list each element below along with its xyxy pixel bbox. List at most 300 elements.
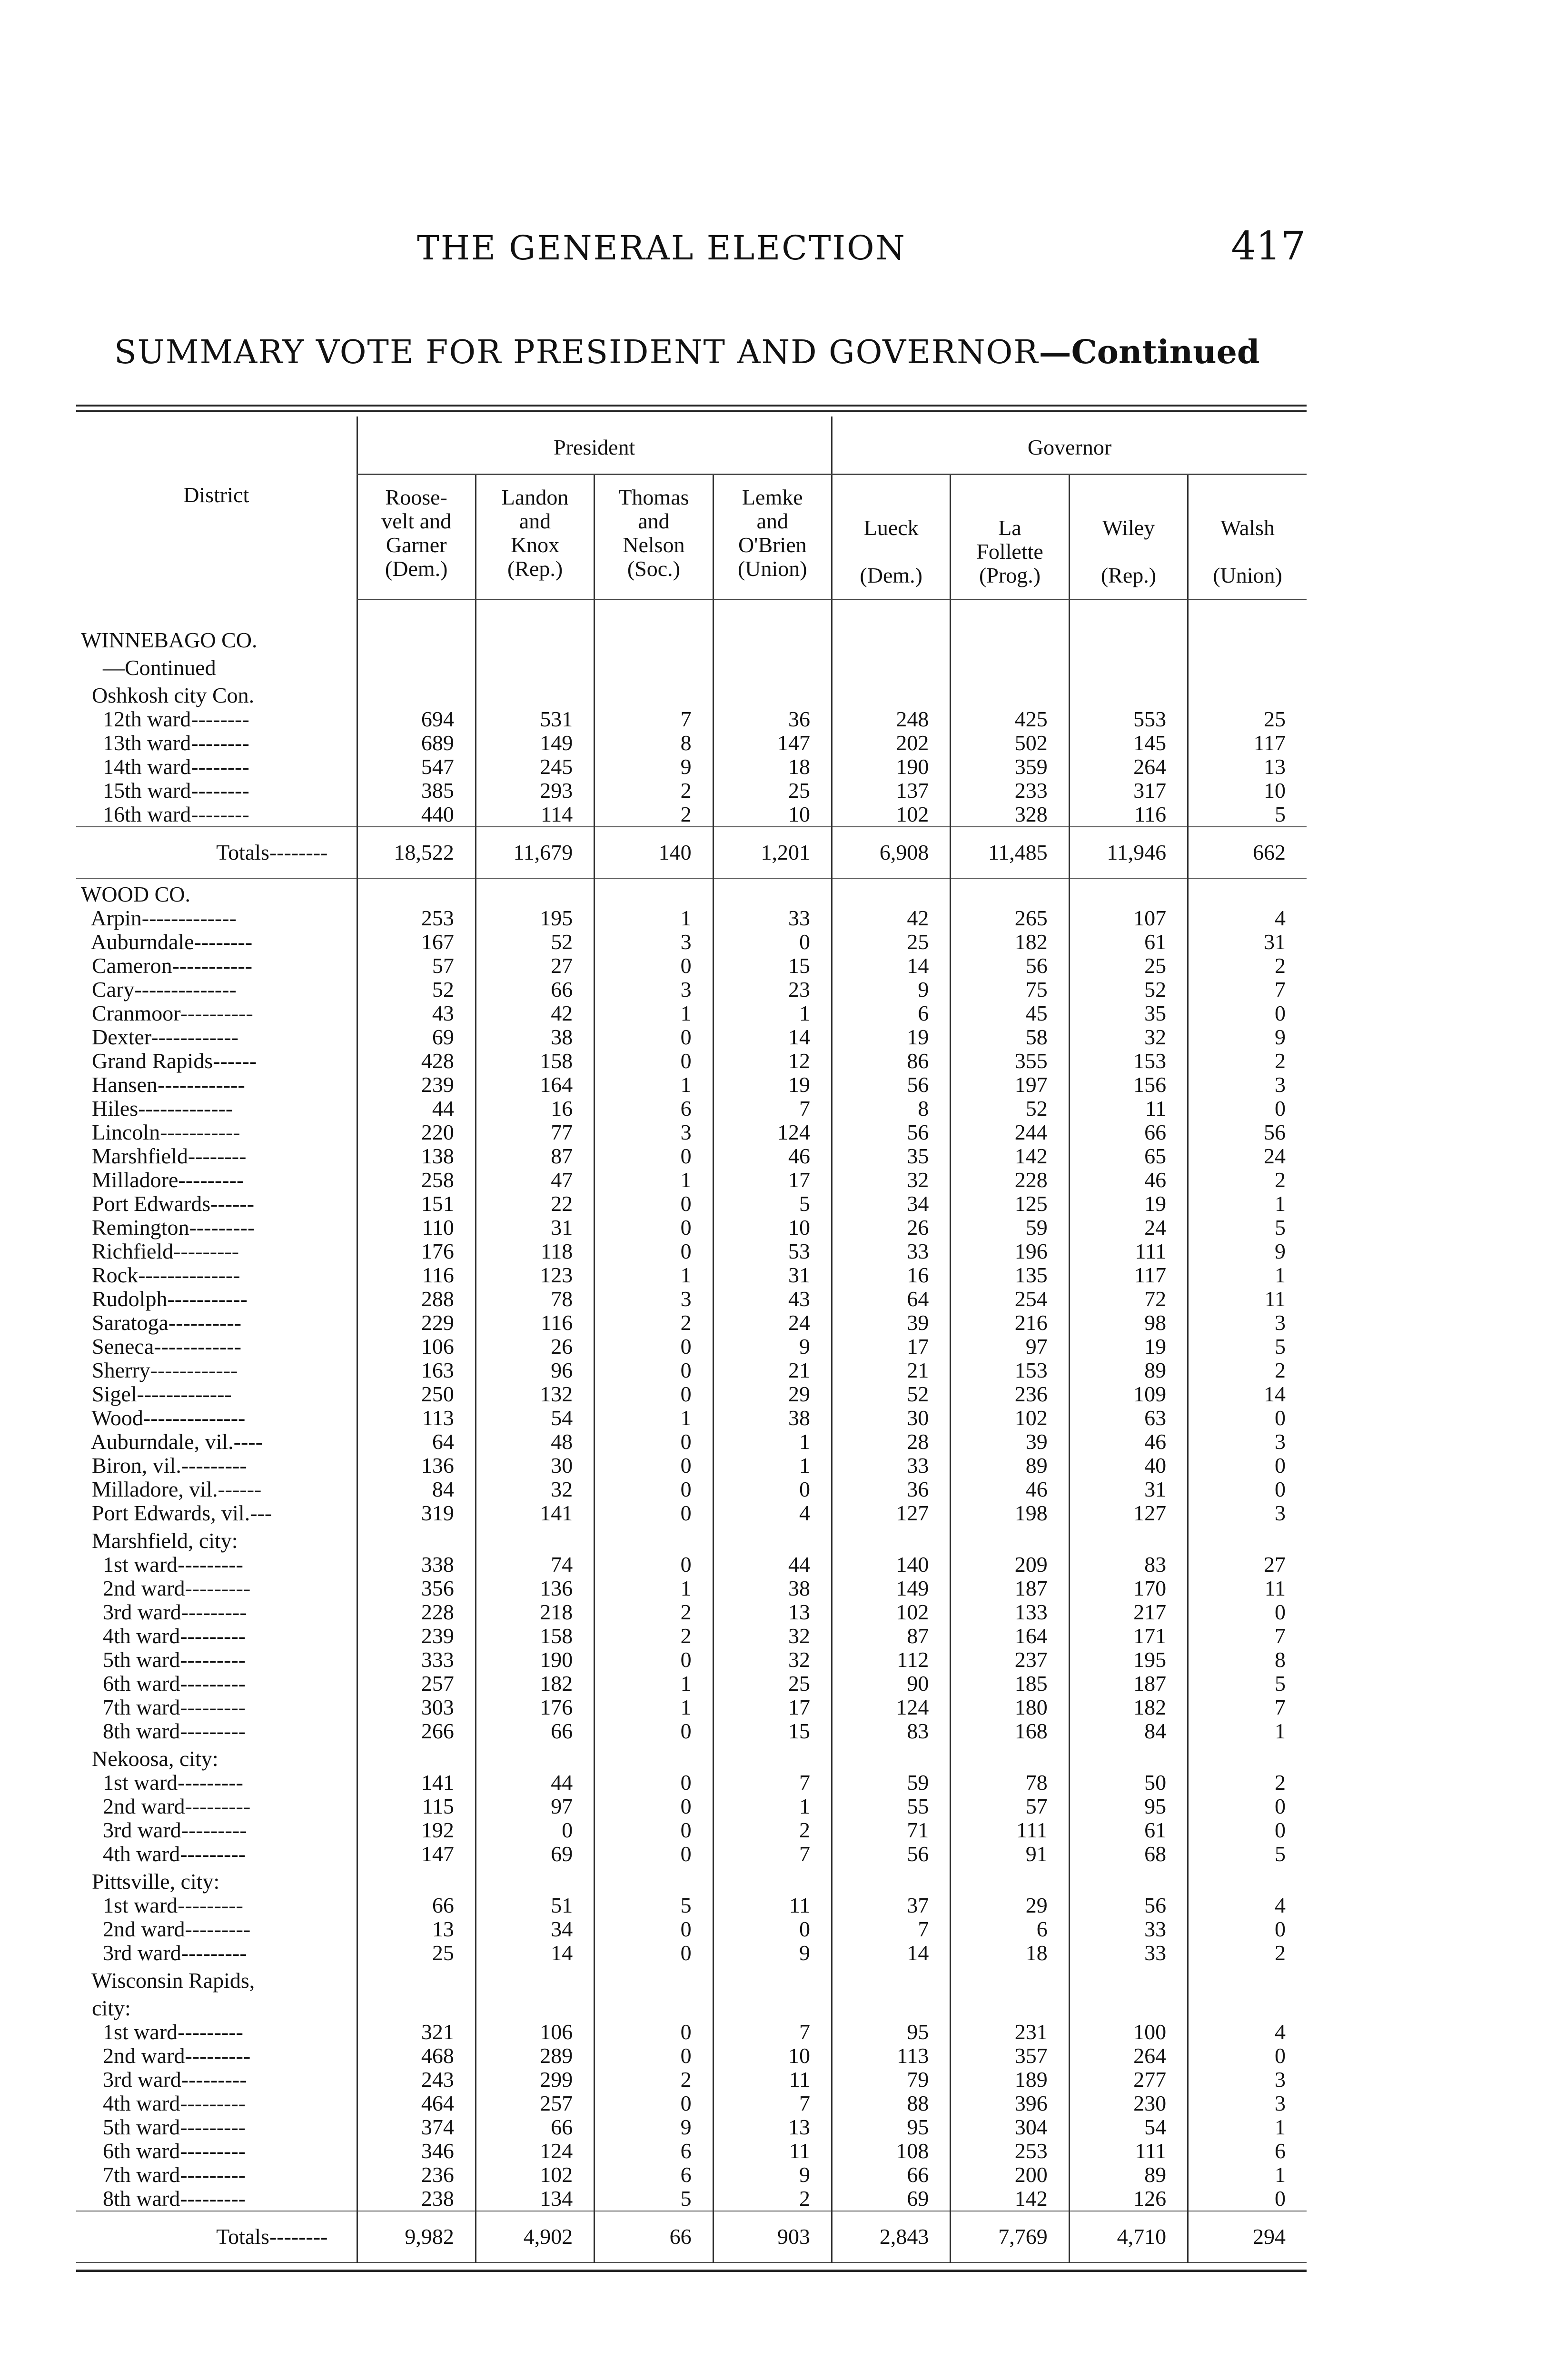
district-label: 4th ward---------	[81, 1623, 246, 1648]
district-label: 2nd ward---------	[81, 2043, 251, 2068]
vote-cell: 266	[357, 1719, 476, 1743]
table-row	[76, 1263, 1307, 1287]
vote-cell: 66	[1069, 1121, 1188, 1144]
district-label: Saratoga----------	[81, 1310, 242, 1335]
section-label-row	[76, 878, 1307, 906]
vote-cell: 17	[713, 1168, 832, 1192]
district-label: Marshfield--------	[81, 1143, 247, 1168]
vote-cell: 158	[476, 1049, 594, 1073]
vote-cell: 30	[476, 1454, 594, 1478]
governor-group-header: Governor	[832, 416, 1307, 475]
vote-cell: 77	[476, 1121, 594, 1144]
vote-cell: 0	[595, 1359, 713, 1382]
vote-cell: 47	[476, 1168, 594, 1192]
vote-cell: 27	[1188, 1553, 1307, 1577]
section-label-row	[76, 680, 1307, 707]
vote-cell: 8	[1188, 1648, 1307, 1672]
vote-cell: 2	[1188, 1359, 1307, 1382]
vote-cell: 115	[357, 1795, 476, 1818]
vote-cell	[476, 878, 594, 906]
district-label: 8th ward---------	[81, 2186, 246, 2211]
vote-cell: 202	[832, 731, 951, 755]
vote-cell: 88	[832, 2092, 951, 2115]
district-label: Wisconsin Rapids,	[81, 1968, 255, 1993]
vote-cell: 44	[357, 1097, 476, 1121]
vote-cell: 0	[595, 1144, 713, 1168]
vote-cell: 66	[476, 1719, 594, 1743]
table-row	[76, 1648, 1307, 1672]
vote-cell: 299	[476, 2068, 594, 2092]
col-landon-knox	[476, 475, 594, 600]
vote-cell: 0	[595, 1382, 713, 1406]
vote-cell: 29	[951, 1894, 1069, 1917]
vote-cell: 108	[832, 2139, 951, 2163]
table-title	[0, 333, 1546, 371]
vote-cell	[357, 1993, 476, 2020]
vote-cell: 140	[832, 1553, 951, 1577]
header-line: (Union)	[1213, 563, 1282, 587]
vote-cell: 26	[476, 1335, 594, 1359]
vote-cell: 0	[1188, 1454, 1307, 1478]
table-row	[76, 1287, 1307, 1311]
vote-cell: 83	[832, 1719, 951, 1743]
vote-cell: 1	[1188, 2163, 1307, 2187]
vote-cell: 59	[832, 1771, 951, 1795]
vote-cell: 136	[476, 1577, 594, 1600]
vote-cell: 117	[1188, 731, 1307, 755]
vote-cell: 0	[1188, 1478, 1307, 1501]
vote-cell	[832, 878, 951, 906]
vote-cell: 61	[1069, 930, 1188, 954]
vote-cell: 14	[713, 1025, 832, 1049]
vote-cell: 52	[1069, 978, 1188, 1002]
vote-cell: 31	[1188, 930, 1307, 954]
vote-cell: 26	[832, 1216, 951, 1240]
vote-cell	[1069, 1965, 1188, 1993]
vote-cell: 0	[595, 954, 713, 978]
vote-cell: 55	[832, 1795, 951, 1818]
vote-cell: 140	[595, 827, 713, 878]
vote-cell	[595, 680, 713, 707]
vote-cell: 502	[951, 731, 1069, 755]
vote-cell: 277	[1069, 2068, 1188, 2092]
vote-cell: 239	[357, 1073, 476, 1097]
vote-cell: 0	[595, 1648, 713, 1672]
vote-cell: 180	[951, 1696, 1069, 1719]
district-label: 12th ward--------	[81, 706, 249, 731]
vote-cell: 11,946	[1069, 827, 1188, 878]
vote-cell	[476, 1743, 594, 1771]
header-line: (Dem.)	[860, 563, 922, 587]
vote-cell: 102	[476, 2163, 594, 2187]
vote-cell: 9	[713, 1941, 832, 1965]
vote-cell: 6	[595, 2163, 713, 2187]
vote-cell: 237	[951, 1648, 1069, 1672]
vote-cell	[1069, 1866, 1188, 1894]
vote-cell: 3	[595, 1287, 713, 1311]
vote-cell: 333	[357, 1648, 476, 1672]
vote-cell: 190	[832, 755, 951, 779]
district-label: Marshfield, city:	[81, 1528, 238, 1553]
vote-cell: 57	[951, 1795, 1069, 1818]
vote-cell: 288	[357, 1287, 476, 1311]
vote-cell: 1	[595, 1073, 713, 1097]
vote-cell: 164	[476, 1073, 594, 1097]
vote-cell	[357, 878, 476, 906]
district-label: Dexter------------	[81, 1024, 239, 1049]
section-label-row	[76, 600, 1307, 652]
vote-cell: 18	[951, 1941, 1069, 1965]
vote-cell: 61	[1069, 1818, 1188, 1842]
vote-cell	[1188, 680, 1307, 707]
vote-cell	[832, 652, 951, 680]
vote-cell: 4	[1188, 2020, 1307, 2044]
vote-cell: 40	[1069, 1454, 1188, 1478]
vote-cell: 56	[1069, 1894, 1188, 1917]
vote-cell: 56	[832, 1121, 951, 1144]
vote-cell: 198	[951, 1501, 1069, 1525]
district-label: 14th ward--------	[81, 754, 249, 779]
vote-cell: 33	[1069, 1917, 1188, 1941]
vote-cell: 218	[476, 1600, 594, 1624]
vote-cell: 1	[595, 906, 713, 930]
vote-cell: 236	[951, 1382, 1069, 1406]
vote-cell: 21	[713, 1359, 832, 1382]
header-line: (Rep.)	[507, 556, 563, 581]
vote-cell: 158	[476, 1624, 594, 1648]
vote-cell	[357, 1866, 476, 1894]
table-row	[76, 1311, 1307, 1335]
vote-cell: 464	[357, 2092, 476, 2115]
vote-cell: 176	[357, 1240, 476, 1263]
vote-cell: 46	[1069, 1430, 1188, 1454]
header-line: La	[998, 516, 1021, 540]
vote-cell: 21	[832, 1359, 951, 1382]
vote-cell: 24	[1069, 1216, 1188, 1240]
table-row	[76, 1240, 1307, 1263]
vote-cell	[951, 600, 1069, 652]
vote-cell: 192	[357, 1818, 476, 1842]
vote-cell: 7	[1188, 1696, 1307, 1719]
vote-cell: 153	[1069, 1049, 1188, 1073]
vote-cell: 2	[595, 779, 713, 803]
vote-cell: 142	[951, 2187, 1069, 2211]
vote-cell	[357, 652, 476, 680]
vote-cell: 248	[832, 707, 951, 731]
vote-cell: 230	[1069, 2092, 1188, 2115]
vote-cell	[595, 600, 713, 652]
header-line: velt and	[381, 509, 452, 533]
table-row	[76, 1795, 1307, 1818]
vote-cell: 0	[1188, 2187, 1307, 2211]
vote-cell: 8	[832, 1097, 951, 1121]
vote-cell: 65	[1069, 1144, 1188, 1168]
vote-cell	[1069, 600, 1188, 652]
district-label: Grand Rapids------	[81, 1048, 257, 1073]
col-walsh	[1188, 475, 1307, 600]
vote-cell: 7	[1188, 1624, 1307, 1648]
vote-cell: 3	[595, 1121, 713, 1144]
col-roosevelt-garner	[357, 475, 476, 600]
vote-cell: 43	[713, 1287, 832, 1311]
table-row	[76, 1719, 1307, 1743]
vote-cell: 147	[357, 1842, 476, 1866]
vote-cell: 6	[595, 1097, 713, 1121]
district-label: Rock--------------	[81, 1262, 240, 1287]
vote-cell: 90	[832, 1672, 951, 1696]
vote-cell: 1	[713, 1002, 832, 1025]
vote-cell: 23	[713, 978, 832, 1002]
vote-cell: 468	[357, 2044, 476, 2068]
table-row	[76, 1073, 1307, 1097]
vote-cell: 11	[713, 1894, 832, 1917]
vote-cell: 137	[832, 779, 951, 803]
table-row	[76, 906, 1307, 930]
district-label: Nekoosa, city:	[81, 1746, 218, 1771]
vote-cell: 5	[1188, 803, 1307, 827]
vote-cell: 107	[1069, 906, 1188, 930]
page-header: THE GENERAL ELECTION	[417, 228, 906, 268]
district-label: Port Edwards, vil.---	[81, 1500, 272, 1525]
table-row	[76, 1771, 1307, 1795]
vote-cell: 142	[951, 1144, 1069, 1168]
vote-cell	[1069, 1525, 1188, 1553]
vote-cell: 14	[1188, 1382, 1307, 1406]
vote-cell	[832, 680, 951, 707]
vote-cell	[713, 1965, 832, 1993]
district-label: Hansen------------	[81, 1072, 245, 1097]
vote-cell: 531	[476, 707, 594, 731]
vote-cell: 9	[1188, 1025, 1307, 1049]
vote-cell: 42	[832, 906, 951, 930]
vote-cell: 91	[951, 1842, 1069, 1866]
vote-cell: 304	[951, 2115, 1069, 2139]
district-label: Totals--------	[76, 2211, 357, 2262]
vote-cell: 36	[832, 1478, 951, 1501]
table-row	[76, 2139, 1307, 2163]
vote-cell: 396	[951, 2092, 1069, 2115]
vote-cell: 74	[476, 1553, 594, 1577]
vote-cell	[1188, 1743, 1307, 1771]
vote-cell: 32	[713, 1624, 832, 1648]
vote-cell: 33	[832, 1454, 951, 1478]
vote-cell: 113	[832, 2044, 951, 2068]
header-line: Landon	[501, 485, 569, 509]
table-title-main: SUMMARY VOTE FOR PRESIDENT AND GOVERNOR	[114, 334, 1039, 371]
vote-cell	[713, 652, 832, 680]
vote-cell: 9,982	[357, 2211, 476, 2262]
vote-cell	[595, 652, 713, 680]
vote-cell: 2	[1188, 954, 1307, 978]
vote-cell: 547	[357, 755, 476, 779]
header-line: Nelson	[623, 533, 685, 557]
vote-cell: 238	[357, 2187, 476, 2211]
header-line: O'Brien	[738, 533, 807, 557]
vote-cell	[1188, 1866, 1307, 1894]
vote-cell: 264	[1069, 755, 1188, 779]
vote-cell: 89	[951, 1454, 1069, 1478]
vote-cell: 25	[832, 930, 951, 954]
vote-cell: 31	[713, 1263, 832, 1287]
vote-cell: 0	[595, 1917, 713, 1941]
vote-cell: 385	[357, 779, 476, 803]
vote-cell: 0	[1188, 1600, 1307, 1624]
vote-cell: 102	[832, 803, 951, 827]
vote-cell: 0	[713, 1917, 832, 1941]
vote-cell: 116	[1069, 803, 1188, 827]
vote-cell: 127	[1069, 1501, 1188, 1525]
table-title-continued: —Continued	[1039, 333, 1260, 371]
vote-cell: 0	[595, 1771, 713, 1795]
header-line: (Dem.)	[385, 556, 448, 581]
vote-cell: 1	[1188, 1263, 1307, 1287]
col-lueck	[832, 475, 951, 600]
vote-cell: 51	[476, 1894, 594, 1917]
vote-cell: 95	[832, 2115, 951, 2139]
vote-cell: 43	[357, 1002, 476, 1025]
table-row	[76, 1144, 1307, 1168]
vote-cell: 0	[595, 2092, 713, 2115]
vote-cell	[476, 1525, 594, 1553]
vote-cell: 78	[951, 1771, 1069, 1795]
vote-cell: 7	[595, 707, 713, 731]
vote-cell: 6	[1188, 2139, 1307, 2163]
district-label: 1st ward---------	[81, 1552, 244, 1577]
vote-cell: 16	[832, 1263, 951, 1287]
vote-table	[76, 416, 1307, 2263]
vote-cell: 118	[476, 1240, 594, 1263]
district-label: 13th ward--------	[81, 730, 249, 755]
district-label: —Continued	[81, 655, 216, 680]
vote-cell: 185	[951, 1672, 1069, 1696]
vote-cell: 134	[476, 2187, 594, 2211]
vote-cell: 1	[1188, 2115, 1307, 2139]
header-line: Knox	[510, 533, 560, 557]
table-row	[76, 2163, 1307, 2187]
vote-cell: 3	[1188, 1311, 1307, 1335]
vote-cell: 147	[713, 731, 832, 755]
vote-cell	[1188, 1525, 1307, 1553]
district-label: 2nd ward---------	[81, 1576, 251, 1600]
section-label-row	[76, 1993, 1307, 2020]
vote-cell	[357, 680, 476, 707]
table-row	[76, 1121, 1307, 1144]
table-row	[76, 707, 1307, 731]
page-number: 417	[1231, 224, 1306, 269]
vote-cell: 11	[1188, 1577, 1307, 1600]
vote-cell: 37	[832, 1894, 951, 1917]
vote-cell: 231	[951, 2020, 1069, 2044]
vote-cell: 24	[1188, 1144, 1307, 1168]
vote-cell: 0	[1188, 1795, 1307, 1818]
vote-cell	[832, 1525, 951, 1553]
district-label: Cameron-----------	[81, 953, 253, 978]
district-label: Milladore, vil.------	[81, 1477, 262, 1501]
vote-cell: 32	[476, 1478, 594, 1501]
vote-cell: 9	[595, 755, 713, 779]
vote-cell	[951, 680, 1069, 707]
vote-cell: 1	[595, 1696, 713, 1719]
vote-cell	[832, 600, 951, 652]
vote-cell: 11	[713, 2139, 832, 2163]
district-label: WOOD CO.	[81, 882, 190, 906]
vote-cell: 0	[595, 2020, 713, 2044]
vote-cell: 5	[1188, 1842, 1307, 1866]
district-label: 5th ward---------	[81, 2114, 246, 2139]
vote-cell: 16	[476, 1097, 594, 1121]
vote-cell: 126	[1069, 2187, 1188, 2211]
vote-cell: 265	[951, 906, 1069, 930]
header-line: Wiley	[1102, 516, 1155, 540]
table-row	[76, 2187, 1307, 2211]
vote-cell	[476, 1993, 594, 2020]
vote-cell: 52	[832, 1382, 951, 1406]
vote-cell: 56	[832, 1073, 951, 1097]
section-label-row	[76, 1743, 1307, 1771]
vote-cell: 0	[595, 2044, 713, 2068]
vote-cell	[832, 1743, 951, 1771]
vote-cell: 254	[951, 1287, 1069, 1311]
president-group-header: President	[357, 416, 832, 475]
vote-cell: 149	[832, 1577, 951, 1600]
vote-cell: 95	[1069, 1795, 1188, 1818]
vote-cell: 253	[951, 2139, 1069, 2163]
vote-cell: 328	[951, 803, 1069, 827]
vote-cell: 1	[595, 1672, 713, 1696]
district-header: District	[183, 483, 249, 507]
col-lemke-obrien	[713, 475, 832, 600]
totals-row	[76, 827, 1307, 878]
vote-cell: 182	[1069, 1696, 1188, 1719]
vote-cell: 24	[713, 1311, 832, 1335]
table-row	[76, 1553, 1307, 1577]
district-label: Sigel-------------	[81, 1381, 232, 1406]
district-label: Cranmoor----------	[81, 1001, 253, 1025]
header-line: and	[638, 509, 670, 533]
vote-cell: 3	[1188, 2068, 1307, 2092]
vote-cell: 2,843	[832, 2211, 951, 2262]
table-row	[76, 1192, 1307, 1216]
vote-cell: 0	[595, 1719, 713, 1743]
section-label-row	[76, 1965, 1307, 1993]
vote-cell: 1	[595, 1002, 713, 1025]
vote-cell: 903	[713, 2211, 832, 2262]
vote-cell: 19	[832, 1025, 951, 1049]
vote-cell: 10	[713, 1216, 832, 1240]
vote-cell: 66	[357, 1894, 476, 1917]
vote-cell: 440	[357, 803, 476, 827]
district-label: 1st ward---------	[81, 2019, 244, 2044]
vote-cell: 264	[1069, 2044, 1188, 2068]
vote-cell	[357, 1743, 476, 1771]
district-label: Auburndale, vil.----	[81, 1429, 263, 1454]
vote-cell: 1	[1188, 1192, 1307, 1216]
vote-cell: 39	[832, 1311, 951, 1335]
vote-cell	[1069, 680, 1188, 707]
header-line: Follette	[976, 539, 1043, 564]
vote-cell: 4	[713, 1501, 832, 1525]
vote-cell: 176	[476, 1696, 594, 1719]
vote-cell: 317	[1069, 779, 1188, 803]
vote-cell: 38	[713, 1577, 832, 1600]
vote-cell: 163	[357, 1359, 476, 1382]
vote-cell: 0	[1188, 1818, 1307, 1842]
vote-cell: 25	[713, 779, 832, 803]
vote-cell: 0	[1188, 2044, 1307, 2068]
vote-cell: 3	[1188, 1073, 1307, 1097]
table-row	[76, 779, 1307, 803]
vote-cell	[1069, 1743, 1188, 1771]
